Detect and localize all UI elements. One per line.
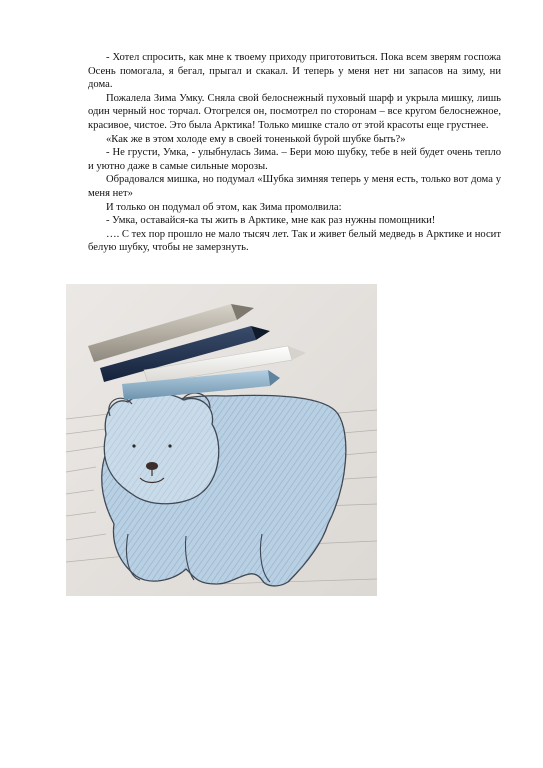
bear-eye-left [132, 444, 135, 447]
paragraph-3: «Как же в этом холоде ему в своей тоненькой бурой шубке быть?» [106, 133, 406, 145]
crayon-bear-drawing-icon [66, 284, 377, 596]
bear-eye-right [168, 444, 171, 447]
paragraph-6: И только он подумал об этом, как Зима промолвила: [106, 201, 342, 213]
story-text [88, 51, 501, 255]
paragraph-2: Пожалела Зима Умку. Сняла свой белоснежный пуховый шарф и укрыла мишку, лишь один черный нос торчал. Отогрелся он, посмотрел по сторонам – все кругом белоснежное, красивое, чистое. Это была Арктика! Только мишке стало от этой красоты еще грустнее. [88, 92, 501, 131]
bear-figure [102, 393, 346, 586]
paragraph-1: - Хотел спросить, как мне к твоему приходу приготовиться. Пока всем зверям госпожа Осень помогала, я бегал, прыгал и скакал. И теперь у меня нет ни запасов на зиму, ни дома. [88, 52, 501, 91]
paragraph-5: Обрадовался мишка, но подумал «Шубка зимняя теперь у меня есть, только вот дома у меня нет» [88, 174, 501, 199]
bear-nose [146, 462, 158, 470]
paragraph-8: …. С тех пор прошло не мало тысяч лет. Так и живет белый медведь в Арктике и носит белую шубку, чтобы не замерзнуть. [88, 228, 501, 254]
bear-drawing-photo [66, 284, 377, 596]
paragraph-7: - Умка, оставайся-ка ты жить в Арктике, мне как раз нужны помощники! [106, 215, 436, 227]
paragraph-4: - Не грусти, Умка, - улыбнулась Зима. – Бери мою шубку, тебе в ней будет очень тепло и уютно даже в самые сильные морозы. [88, 147, 501, 172]
